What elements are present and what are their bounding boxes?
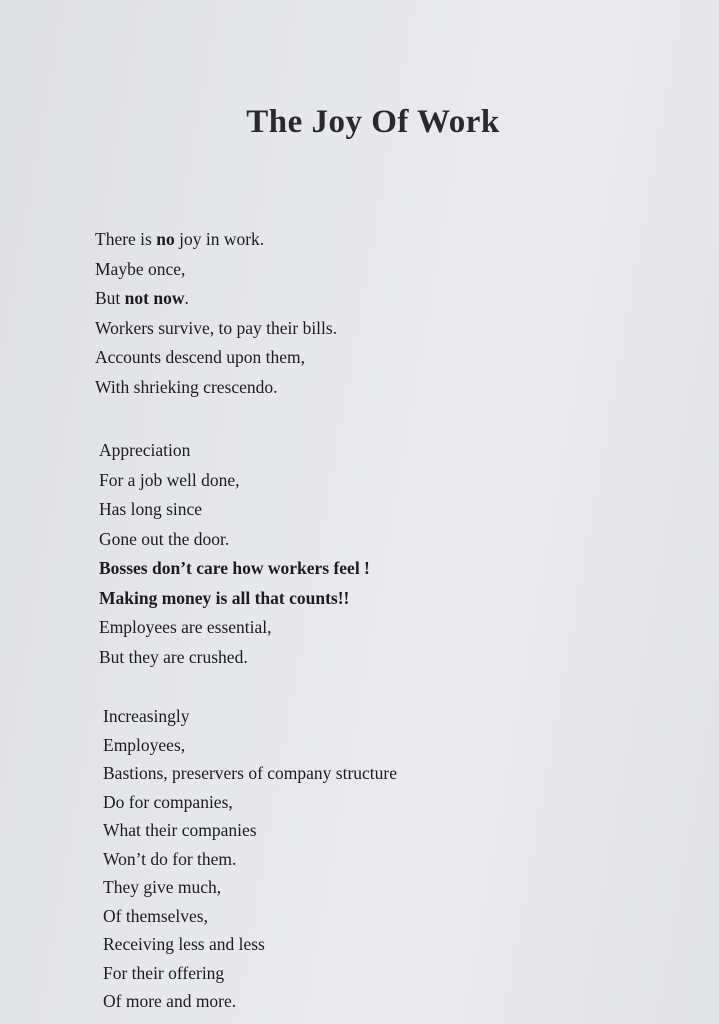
poem-line: Has long since [99, 499, 203, 519]
poem-line: Employees, [103, 734, 186, 755]
poem-line: Maybe once, [95, 258, 186, 279]
emphasis-text: not now [124, 288, 185, 308]
poem-line: Bastions, preservers of company structure [103, 763, 398, 783]
poem-line: Accounts descend upon them, [95, 347, 305, 367]
poem-line [95, 284, 337, 314]
emphasis-text: no [156, 229, 175, 249]
poem-line-bold: Bosses don’t care how workers feel ! [99, 558, 370, 578]
poem-line: Gone out the door. [99, 528, 230, 549]
poem-line: Workers survive, to pay their bills. [95, 317, 338, 338]
poem-line: But they are crushed. [99, 646, 248, 667]
poem-line: For their offering [103, 962, 225, 983]
poem-line: Employees are essential, [99, 617, 272, 637]
stanza-1 [95, 225, 337, 402]
line-text: But [95, 288, 125, 308]
poem-line: Appreciation [99, 440, 191, 460]
poem-line: Do for companies, [103, 791, 233, 812]
stanza-3 [103, 702, 397, 1016]
poem-line: What their companies [103, 820, 257, 840]
poem-line: Increasingly [103, 706, 190, 726]
poem-line-bold: Making money is all that counts!! [99, 587, 350, 608]
poem-line: Of themselves, [103, 905, 208, 926]
poem-title: The Joy Of Work [246, 104, 500, 140]
poem-line: Won’t do for them. [103, 848, 237, 869]
line-text: There is [95, 229, 157, 249]
poem-line: They give much, [103, 877, 222, 897]
line-text: . [184, 288, 189, 308]
poem-line: Receiving less and less [103, 934, 265, 954]
stanza-2 [99, 436, 370, 672]
line-text: joy in work. [174, 229, 265, 249]
poem-line: Of more and more. [103, 991, 237, 1011]
poem-line [95, 225, 337, 255]
poem-line: For a job well done, [99, 469, 240, 490]
poem-line: With shrieking crescendo. [95, 376, 278, 397]
